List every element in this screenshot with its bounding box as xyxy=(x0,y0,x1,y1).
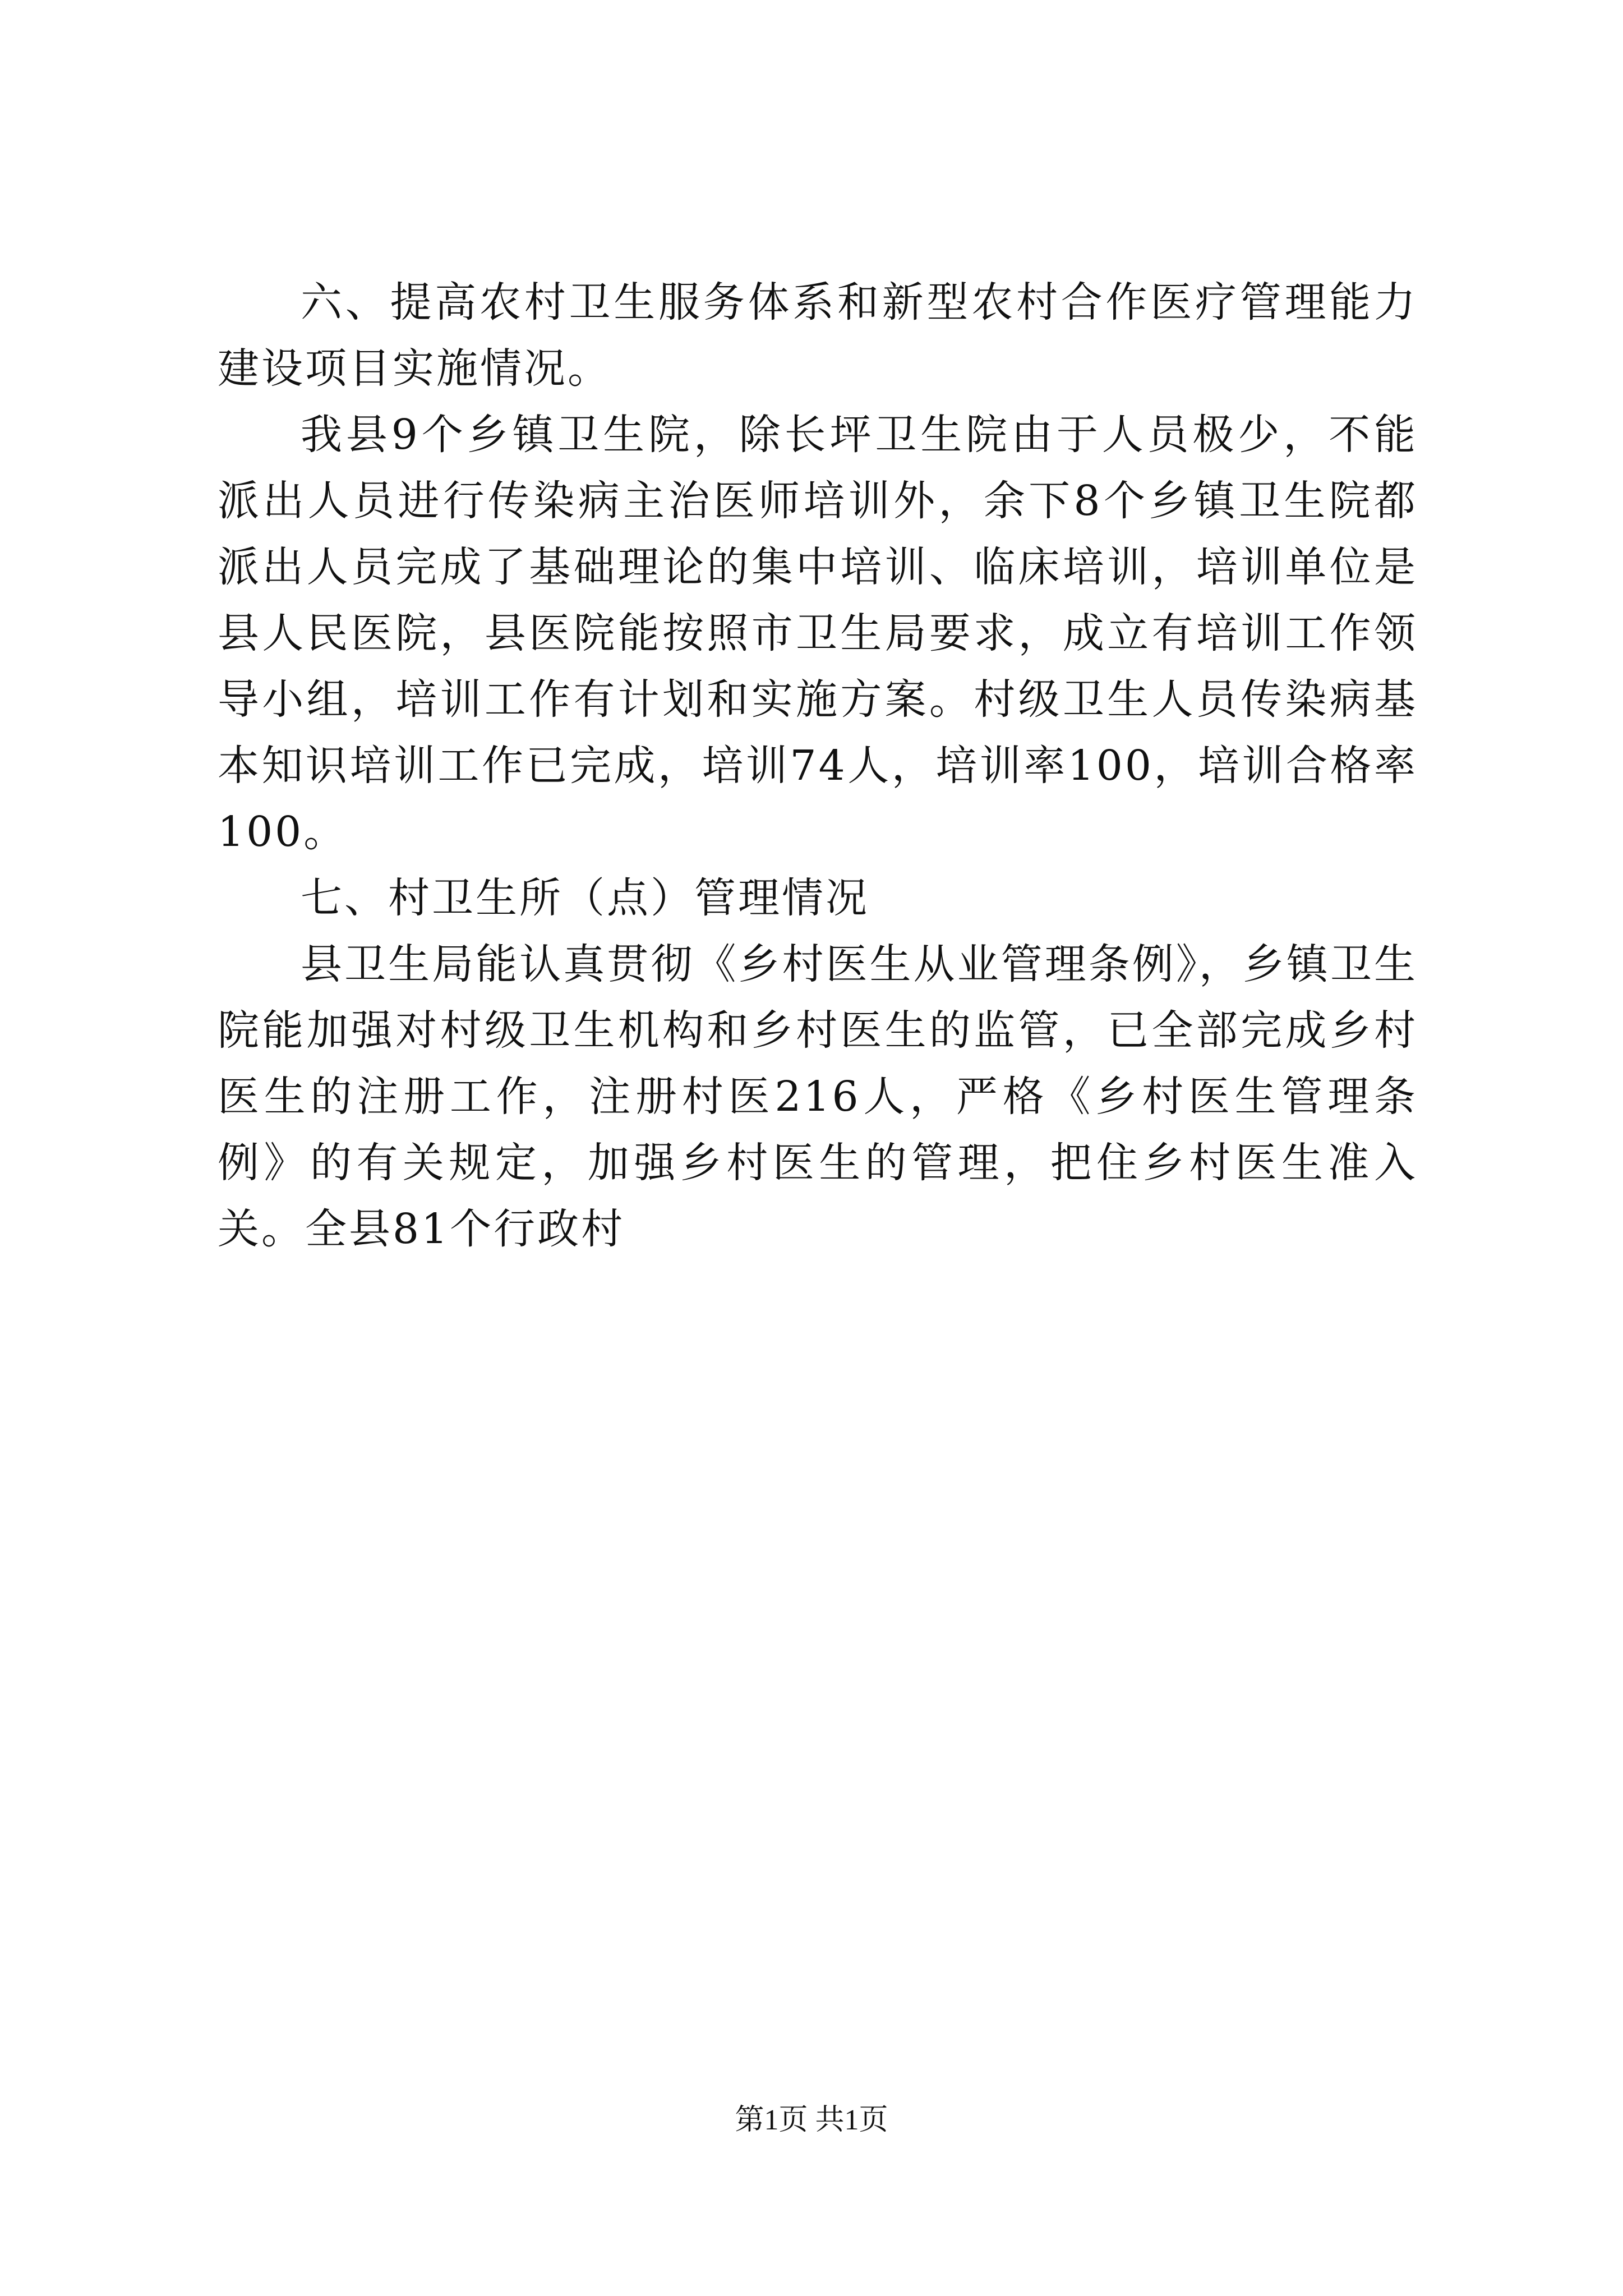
paragraph-village-clinics: 县卫生局能认真贯彻《乡村医生从业管理条例》，乡镇卫生院能加强对村级卫生机构和乡村医生的监管，已全部完成乡村医生的注册工作，注册村医216人，严格《乡村医生管理条例》的有关规定，加强乡村医生的管理，把住乡村医生准入关。全县81个行政村 xyxy=(218,940,1418,1253)
paragraph-training: 我县9个乡镇卫生院，除长坪卫生院由于人员极少，不能派出人员进行传染病主治医师培训外，余下8个乡镇卫生院都派出人员完成了基础理论的集中培训、临床培训，培训单位是县人民医院，县医院能按照市卫生局要求，成立有培训工作领导小组，培训工作有计划和实施方案。村级卫生人员传染病基本知识培训工作已完成，培训74人，培训率100，培训合格率100。 xyxy=(218,411,1418,856)
page-footer: 第1页 共1页 xyxy=(735,2104,888,2136)
document-body xyxy=(218,269,1418,1262)
section-heading-7: 七、村卫生所（点）管理情况 xyxy=(301,874,869,922)
section-heading-6: 六、提高农村卫生服务体系和新型农村合作医疗管理能力建设项目实施情况。 xyxy=(218,278,1418,393)
